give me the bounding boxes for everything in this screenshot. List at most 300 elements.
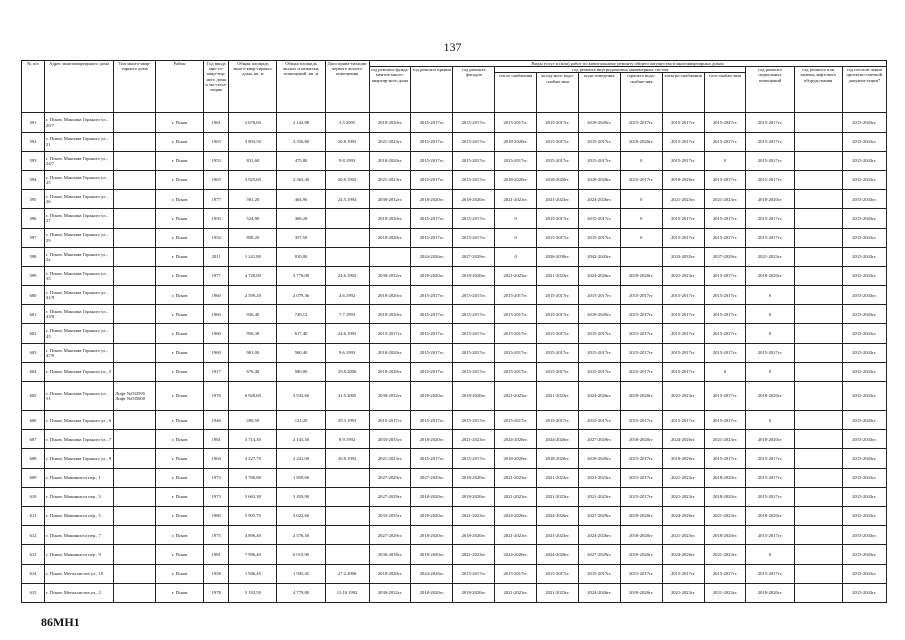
cell-elec: 2021-2023гг. [662,487,704,506]
cell-cold: 2021-2023гг. [537,487,579,506]
cell-area-living: 2 079,36 [277,286,325,305]
cell-cold: 2015-2017гг. [537,286,579,305]
cell-roof: 2018-2020гг. [411,190,453,209]
cell-base: 2018-2020гг. [746,506,794,525]
cell-facade: 2015-2017гг. [453,113,495,132]
cell-elec: 2021-2023гг. [662,190,704,209]
cell-roof: 2024-2026гг. [411,564,453,583]
cell-district: г. Псков [156,362,204,381]
cell-elec: 2024-2026гг. [662,506,704,525]
cell-gas: 2015-2017гг. [704,170,746,189]
cell-drain: 2027-2029гг. [578,506,620,525]
cell-no: 595 [22,190,45,209]
table-row [22,526,887,545]
cell-base: 2015-2017гг. [746,343,794,362]
cell-address: г. Псков, Максима Горького ул., 27 [45,209,114,228]
cell-elev [794,266,842,285]
cell-cold: 2021-2023гг. [537,190,579,209]
cell-year: 1958 [204,564,229,583]
table-row [22,430,887,449]
cell-area-total: 831,60 [229,151,277,170]
cell-elec: 2015-2017гг. [662,362,704,381]
cell-drain: 2024-2026гг. [578,526,620,545]
cell-cold: 2015-2017гг. [537,343,579,362]
cell-drain: 2024-2026гг. [578,382,620,411]
cell-roof: 2018-2020гг. [411,526,453,545]
cell-drain: 2018-2020гг. [578,305,620,324]
cell-priv: 24.5.1994 [325,190,369,209]
cell-district: г. Псков [156,151,204,170]
cell-base: 2018-2020гг. [746,583,794,602]
cell-gas: 2015-2017гг. [704,132,746,151]
cell-elev [794,583,842,602]
cell-hot: 2015-2017гг. [620,468,662,487]
header-heating: тепло-снабжения [495,73,537,113]
cell-priv [325,545,369,564]
cell-gas: 2015-2017гг. [704,228,746,247]
cell-area-total: 4 720,00 [229,266,277,285]
cell-base: 0 [746,305,794,324]
cell-year: 1960 [204,286,229,305]
cell-priv: 4.6.1992 [325,286,369,305]
cell-district: г. Псков [156,324,204,343]
cell-address: г. Псков, Максима Горького ул., 47/9 [45,343,114,362]
cell-area-living: 4 779,80 [277,583,325,602]
cell-gas: 2018-2020гг. [704,468,746,487]
cell-elec: 2021-2023гг. [662,583,704,602]
cell-elev [794,305,842,324]
cell-docs: 2015-2043гг. [842,132,886,151]
cell-found: 2030-2032гг. [369,266,411,285]
cell-area-total: 936,40 [229,305,277,324]
cell-district: г. Псков [156,526,204,545]
cell-heat: 2015-2017гг. [495,151,537,170]
cell-found: 2018-2020гг. [369,113,411,132]
cell-found: 2027-2029гг. [369,487,411,506]
table-row [22,266,887,285]
cell-area-total: 524,90 [229,209,277,228]
cell-year: 1917 [204,362,229,381]
cell-address: г. Псков, Максима Горького ул., 45 [45,324,114,343]
cell-year: 1981 [204,430,229,449]
cell-docs: 2015-2043гг. [842,526,886,545]
cell-base: 2015-2017гг. [746,228,794,247]
header-docs: год изготов-ления проектно-сметной докумен-тации* [842,67,886,113]
cell-docs: 2015-2043гг. [842,430,886,449]
cell-type [114,305,156,324]
header-cold-water: холод-ного водо-снабже-ния [537,73,579,113]
cell-elec: 2018-2020гг. [662,170,704,189]
table-row [22,411,887,430]
cell-heat: 2021-2023гг. [495,526,537,545]
cell-base: 0 [746,545,794,564]
cell-no: 603 [22,343,45,362]
cell-elev [794,113,842,132]
cell-cold: 2015-2017гг. [537,113,579,132]
cell-base: 0 [746,286,794,305]
cell-drain: 2015-2017гг. [578,343,620,362]
cell-heat: 2015-2017гг. [495,113,537,132]
cell-roof: 2018-2020гг. [411,382,453,411]
cell-heat: 2015-2017гг. [495,362,537,381]
cell-area-living: 749,12 [277,305,325,324]
cell-type [114,247,156,266]
capital-repair-table [21,60,887,603]
cell-facade: 2015-2017гг. [453,564,495,583]
cell-no: 593 [22,151,45,170]
cell-type: Лифт №033595 Лифт №035600 [114,382,156,411]
cell-found: 2033-2035гг. [369,430,411,449]
cell-year: 1977 [204,266,229,285]
cell-base: 2015-2017гг. [746,487,794,506]
cell-elev [794,343,842,362]
cell-heat: 2021-2023гг. [495,487,537,506]
cell-address: г. Псков, Машиниста пер., 1 [45,468,114,487]
cell-facade: 2018-2020гг. [453,583,495,602]
cell-year: 1978 [204,583,229,602]
cell-facade: 2018-2020гг. [453,487,495,506]
table-row [22,449,887,468]
cell-area-total: 581,20 [229,190,277,209]
cell-found: 2021-2023гг. [369,449,411,468]
cell-facade: 2015-2017гг. [453,209,495,228]
cell-elec: 2015-2017гг. [662,151,704,170]
cell-area-living: 617,40 [277,324,325,343]
table-row [22,324,887,343]
cell-area-living: 810,00 [277,247,325,266]
cell-heat: 2015-2017гг. [495,305,537,324]
cell-cold: 2018-2020гг. [537,170,579,189]
cell-docs: 2015-2043гг. [842,209,886,228]
cell-roof: 2024-2026гг. [411,247,453,266]
cell-base: 2015-2017гг. [746,564,794,583]
table-row [22,362,887,381]
cell-facade: 2015-2017гг. [453,324,495,343]
cell-base: 0 [746,362,794,381]
cell-gas: 2021-2023гг. [704,506,746,525]
cell-docs: 2015-2043гг. [842,411,886,430]
cell-hot: 2018-2020гг. [620,132,662,151]
table-row [22,228,887,247]
cell-area-total: 1 241,80 [229,247,277,266]
cell-cold: 2015-2017гг. [537,362,579,381]
cell-no: 606 [22,411,45,430]
cell-priv [325,209,369,228]
cell-elev [794,190,842,209]
cell-drain: 2042-2043гг. [578,247,620,266]
cell-address: г. Псков, Максима Горького ул., 43/8 [45,305,114,324]
document-stamp: 86МН1 [41,615,80,629]
cell-gas: 2015-2017гг. [704,564,746,583]
cell-drain: 2027-2029гг. [578,430,620,449]
cell-base: 2021-2023гг. [746,247,794,266]
cell-found: 2030-2032гг. [369,382,411,411]
cell-priv [325,228,369,247]
cell-no: 599 [22,266,45,285]
cell-year: 1960 [204,324,229,343]
header-privatization: Дата прива-тизации первого жилого помещения [325,61,369,113]
cell-cold: 2015-2017гг. [537,324,579,343]
cell-hot: 2018-2020гг. [620,545,662,564]
cell-heat: 2021-2023гг. [495,266,537,285]
cell-heat: 2018-2020гг. [495,449,537,468]
cell-cold: 2021-2023гг. [537,526,579,545]
cell-drain: 2015-2017гг. [578,362,620,381]
cell-priv [325,526,369,545]
cell-district: г. Псков [156,583,204,602]
cell-facade: 2015-2017гг. [453,343,495,362]
cell-elec: 2021-2023гг. [662,526,704,545]
cell-facade: 2018-2020гг. [453,266,495,285]
cell-area-living: 3 459,90 [277,487,325,506]
cell-hot: 0 [620,151,662,170]
cell-priv [325,247,369,266]
cell-hot: 2015-2017гг. [620,487,662,506]
cell-roof: 2015-2017гг. [411,362,453,381]
cell-hot: 2018-2020гг. [620,506,662,525]
cell-drain: 2024-2026гг. [578,583,620,602]
cell-elec: 2015-2017гг. [662,228,704,247]
cell-drain: 2015-2017гг. [578,286,620,305]
cell-found: 2030-2032гг. [369,583,411,602]
table-row [22,382,887,411]
cell-found: 2018-2020гг. [369,362,411,381]
cell-elec: 2021-2023гг. [662,266,704,285]
cell-heat: 2021-2023гг. [495,468,537,487]
cell-roof: 2015-2017гг. [411,170,453,189]
cell-gas: 2021-2023гг. [704,190,746,209]
header-hot-water: горячего водо-снабже-ния [620,73,662,113]
cell-area-total: 956,30 [229,324,277,343]
cell-type [114,266,156,285]
cell-type [114,362,156,381]
cell-elec: 2018-2020гг. [662,449,704,468]
cell-facade: 2015-2017гг. [453,362,495,381]
cell-docs: 2015-2043гг. [842,190,886,209]
cell-cold: 2018-2020гг. [537,449,579,468]
cell-address: г. Псков, Максима Горького ул., 7 [45,430,114,449]
cell-base: 2015-2017гг. [746,449,794,468]
cell-type [114,151,156,170]
cell-docs: 2015-2043гг. [842,564,886,583]
cell-base: 0 [746,411,794,430]
cell-area-living: 560,40 [277,343,325,362]
cell-address: г. Псков, Максима Горького ул., 25 [45,170,114,189]
cell-elec: 2021-2023гг. [662,468,704,487]
cell-found: 2027-2029гг. [369,468,411,487]
cell-drain: 2024-2026гг. [578,190,620,209]
cell-drain: 2018-2020гг. [578,113,620,132]
cell-no: 611 [22,506,45,525]
cell-facade: 2015-2017гг. [453,286,495,305]
header-address: Адрес многоквартирного дома [45,61,114,113]
cell-address: г. Псков, Максима Горького ул., 2а [45,247,114,266]
cell-type [114,545,156,564]
cell-roof: 2015-2017гг. [411,113,453,132]
cell-roof: 2015-2017гг. [411,228,453,247]
cell-no: 591 [22,113,45,132]
cell-elev [794,487,842,506]
cell-elev [794,449,842,468]
cell-drain: 2018-2020гг. [578,170,620,189]
cell-priv: 24.6.1992 [325,324,369,343]
cell-address: г. Псков, Металлистов ул., 10 [45,564,114,583]
cell-heat: 2024-2026гг. [495,506,537,525]
cell-type [114,583,156,602]
cell-facade: 2015-2017гг. [453,411,495,430]
cell-address: г. Псков, Максима Горького ул., 9 [45,449,114,468]
header-no: № п/п [22,61,45,113]
table-row [22,132,887,151]
cell-drain: 2021-2023гг. [578,487,620,506]
cell-cold: 2021-2023гг. [537,583,579,602]
table-body [22,113,887,603]
cell-priv: 3.5.2005 [325,113,369,132]
cell-address: г. Псков, Максима Горького ул., 26 [45,190,114,209]
cell-docs: 2015-2043гг. [842,487,886,506]
cell-year: 1977 [204,190,229,209]
cell-area-living: 2 363,40 [277,170,325,189]
cell-base: 2015-2017гг. [746,132,794,151]
page-number: 137 [443,40,462,54]
cell-district: г. Псков [156,132,204,151]
cell-address: г. Псков, Максима Горького ул., 21 [45,132,114,151]
cell-priv [325,487,369,506]
cell-gas: 2015-2017гг. [704,382,746,411]
table-row [22,487,887,506]
cell-area-total: 3 706,80 [229,468,277,487]
cell-type [114,468,156,487]
cell-docs: 2015-2043гг. [842,170,886,189]
cell-area-living: 2 143,50 [277,430,325,449]
cell-area-living: 6 015,90 [277,545,325,564]
cell-no: 614 [22,564,45,583]
cell-address: г. Псков, Максима Горького ул., 24/7 [45,151,114,170]
cell-heat: 2021-2023гг. [495,190,537,209]
cell-address: г. Псков, Машиниста пер., 7 [45,526,114,545]
cell-docs: 2015-2043гг. [842,286,886,305]
cell-gas: 0 [704,151,746,170]
cell-district: г. Псков [156,487,204,506]
cell-area-living: 580,00 [277,362,325,381]
cell-priv: 20.8.1992 [325,170,369,189]
cell-found: 2021-2023гг. [369,132,411,151]
cell-address: г. Псков, Максима Горького ул., 29 [45,228,114,247]
cell-elev [794,468,842,487]
cell-type [114,190,156,209]
cell-base: 0 [746,324,794,343]
cell-type [114,113,156,132]
cell-elev [794,526,842,545]
cell-hot: 2015-2017гг. [620,113,662,132]
cell-district: г. Псков [156,190,204,209]
cell-year: 1975 [204,526,229,545]
header-facade: год ремонта фасадов [453,67,495,113]
cell-district: г. Псков [156,564,204,583]
cell-facade: 2027-2029гг. [453,247,495,266]
cell-hot: 0 [620,228,662,247]
cell-docs: 2015-2043гг. [842,506,886,525]
cell-gas: 2015-2047гг. [704,113,746,132]
cell-gas: 2015-2017гг. [704,209,746,228]
cell-docs: 2015-2043гг. [842,305,886,324]
cell-drain: 2015-2017гг. [578,564,620,583]
cell-priv: 31.5.2005 [325,382,369,411]
cell-elev [794,506,842,525]
cell-base: 2018-2020гг. [746,266,794,285]
cell-district: г. Псков [156,382,204,411]
cell-priv [325,506,369,525]
cell-area-total: 3 714,30 [229,430,277,449]
cell-cold: 2015-2017гг. [537,228,579,247]
cell-area-total: 200,50 [229,411,277,430]
cell-gas: 2015-2017гг. [704,286,746,305]
cell-type [114,449,156,468]
table-row [22,170,887,189]
cell-docs: 2015-2043гг. [842,151,886,170]
cell-docs: 2015-2043гг. [842,343,886,362]
cell-gas: 2015-2017гг. [704,305,746,324]
cell-docs: 2015-2043гг. [842,382,886,411]
cell-gas: 2021-2023гг. [704,545,746,564]
cell-facade: 2018-2020гг. [453,526,495,545]
cell-cold: 2036-2038гг. [537,247,579,266]
cell-district: г. Псков [156,266,204,285]
cell-area-living: 1 945,45 [277,564,325,583]
cell-facade: 2018-2020гг. [453,468,495,487]
cell-address: г. Псков, Металлистов ул., 2 [45,583,114,602]
cell-district: г. Псков [156,228,204,247]
cell-cold: 2024-2026гг. [537,506,579,525]
cell-no: 608 [22,449,45,468]
cell-district: г. Псков [156,545,204,564]
cell-district: г. Псков [156,411,204,430]
cell-area-total: 3 925,60 [229,170,277,189]
cell-elev [794,170,842,189]
cell-area-living: 2 356,80 [277,132,325,151]
cell-gas: 2015-2017гг. [704,449,746,468]
cell-hot: 2018-2020гг. [620,430,662,449]
cell-elec: 2015-2017гг. [662,305,704,324]
cell-heat: 2015-2017гг. [495,324,537,343]
cell-type [114,132,156,151]
cell-facade: 2015-2017гг. [453,449,495,468]
cell-base: 2015-2017гг. [746,170,794,189]
cell-district: г. Псков [156,305,204,324]
cell-area-total: 5 905,70 [229,506,277,525]
cell-gas: 2015-2017гг. [704,266,746,285]
cell-found: 2015-2017гг. [369,324,411,343]
cell-found: 2018-2020гг. [369,564,411,583]
cell-docs: 2015-2043гг. [842,362,886,381]
cell-district: г. Псков [156,449,204,468]
cell-type [114,411,156,430]
cell-gas: 2015-2017гг. [704,411,746,430]
cell-year: 1960 [204,305,229,324]
cell-year: 1954 [204,228,229,247]
header-gas: газо-снабже-ния [704,73,746,113]
cell-found: 2036-2038гг. [369,545,411,564]
cell-elec: 2024-2026гг. [662,545,704,564]
header-group-systems: год ремонта внутридомовых инженерных систем [495,67,746,73]
cell-roof: 2015-2017гг. [411,411,453,430]
cell-cold: 2024-2026гг. [537,545,579,564]
cell-no: 612 [22,526,45,545]
cell-area-living: 357,50 [277,228,325,247]
cell-year: 1973 [204,468,229,487]
cell-priv: 27.2.2006 [325,564,369,583]
cell-year: 1980 [204,506,229,525]
